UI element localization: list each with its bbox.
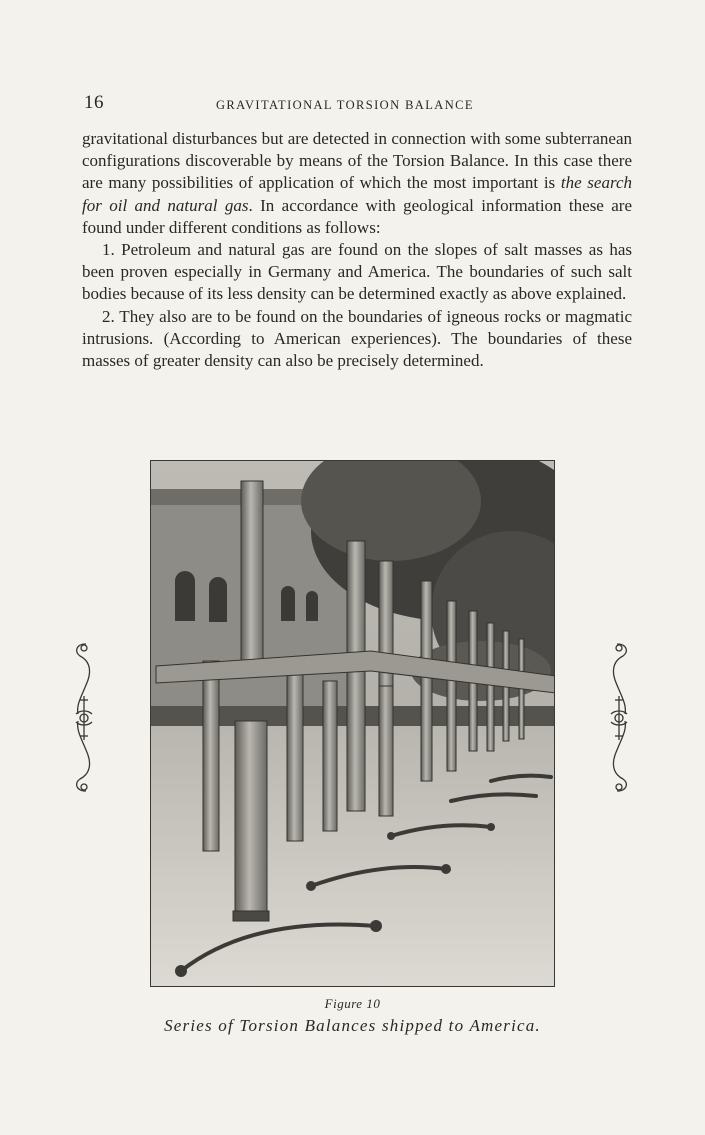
page-number: 16 [84, 92, 104, 113]
paragraph-intro [82, 128, 632, 239]
emphasis-oil-gas: the search for oil and natural gas [82, 173, 632, 215]
running-title: GRAVITATIONAL TORSION BALANCE [216, 98, 474, 112]
body-text [82, 128, 632, 372]
paragraph-intro-end: . In accordance with geological information these are found under different conditions as follows: [82, 195, 632, 237]
scroll-ornament-icon [601, 640, 637, 795]
scroll-ornament-icon [66, 640, 102, 795]
page-header [84, 92, 632, 116]
list-item-salt-masses: 1. Petroleum and natural gas are found on the slopes of salt masses as has been proven especially in Germany and America. The boundaries of such salt bodies because of its less density can be determined exactly as above explained. [82, 240, 632, 304]
figure-photo [150, 460, 555, 987]
torsion-balances-photo [151, 461, 555, 987]
figure-caption: Series of Torsion Balances shipped to America. [164, 1016, 541, 1035]
figure-label: Figure 10 [324, 996, 381, 1011]
paragraph-intro-start: gravitational disturbances but are detected in connection with some subterranean configurations discoverable by means of the Torsion Balance. In this case there are many possibilities of application of which the most important is [82, 129, 632, 193]
list-item-igneous-rocks: 2. They also are to be found on the boundaries of igneous rocks or magmatic intrusions. (According to American experiences). The boundaries of these masses of greater density can also be precisely determined. [82, 306, 632, 371]
